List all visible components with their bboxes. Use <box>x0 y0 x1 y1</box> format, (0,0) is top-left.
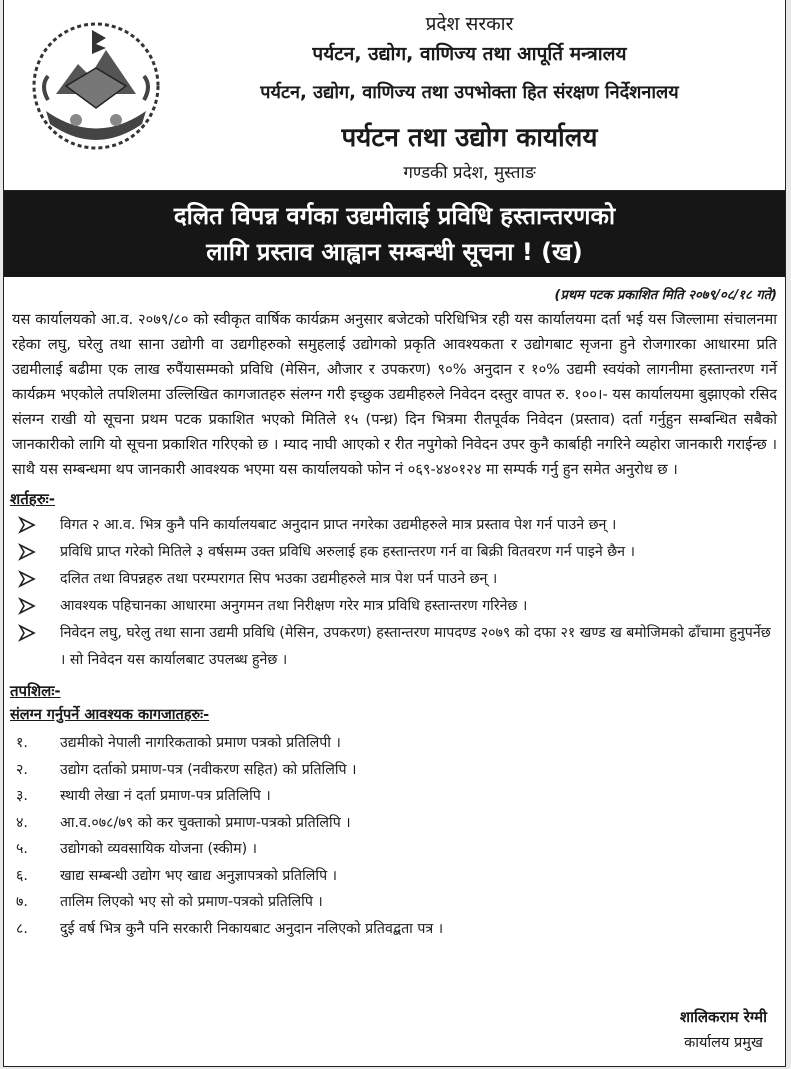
conditions-heading: शर्तहरुः- <box>10 490 55 508</box>
conditions-list <box>4 512 785 674</box>
signature-block <box>680 1004 767 1056</box>
details-heading: तपशिलः- <box>10 682 61 700</box>
document-text: स्थायी लेखा नं दर्ता प्रमाण-पत्र प्रतिलिपि । <box>60 788 271 804</box>
arrow-bullet-icon <box>18 597 36 615</box>
condition-text: दलित तथा विपन्नहरु तथा परम्परागत सिप भउका उद्यमीहरुले मात्र पेश पर्न पाउने छन् । <box>60 571 498 587</box>
condition-text: आवश्यक पहिचानका आधारमा अनुगमन तथा निरीक्षण गरेर मात्र प्रविधि हस्तान्तरण गरिनेछ । <box>60 598 528 614</box>
list-item <box>4 810 785 837</box>
list-item <box>4 889 785 916</box>
document-text: तालिम लिएको भए सो को प्रमाण-पत्रको प्रतिलिपि । <box>60 894 323 910</box>
list-item <box>4 620 785 674</box>
arrow-bullet-icon <box>18 516 36 534</box>
document-text: आ.व.०७८/७९ को कर चुक्ताको प्रमाण-पत्रको प्रतिलिपि । <box>60 814 351 831</box>
item-number: ७. <box>16 894 28 910</box>
banner-line-1: दलित विपन्न वर्गका उद्यमीलाई प्रविधि हस्तान्तरणको <box>173 202 616 230</box>
arrow-bullet-icon <box>18 570 36 588</box>
list-item <box>4 593 785 620</box>
documents-subheading: संलग्न गर्नुपर्ने आवश्यक कागजातहरुः- <box>10 707 210 723</box>
condition-text: प्रविधि प्राप्त गरेको मितिले ३ वर्षसम्म उक्त प्रविधि अरुलाई हक हस्तान्तरण गर्न वा बिक्री वितवरण गर्न पाइने छैन । <box>60 544 635 560</box>
list-item <box>4 512 785 539</box>
list-item <box>4 863 785 890</box>
arrow-bullet-icon <box>18 624 36 642</box>
documents-list <box>4 730 785 942</box>
signatory-title: कार्यालय प्रमुख <box>684 1035 763 1051</box>
item-number: १. <box>16 735 28 751</box>
item-number: ५. <box>16 841 28 857</box>
item-number: ३. <box>16 788 28 804</box>
arrow-bullet-icon <box>18 543 36 561</box>
condition-text: विगत २ आ.व. भित्र कुनै पनि कार्यालयबाट अनुदान प्राप्त नगरेका उद्यमीहरुले मात्र प्रस्ताव पेश गर्न पाउने छन् । <box>60 517 617 533</box>
publication-date: (प्रथम पटक प्रकाशित मिति २०७९/०८/१८ गते) <box>554 288 777 303</box>
list-item <box>4 916 785 943</box>
document-text: उद्यमीको नेपाली नागरिकताको प्रमाण पत्रको प्रतिलिपी । <box>60 735 341 751</box>
notice-page <box>3 0 786 1067</box>
list-item <box>4 757 785 784</box>
header-office: पर्यटन तथा उद्योग कार्यालय <box>341 123 598 153</box>
list-item <box>4 566 785 593</box>
document-text: उद्योगको व्यवसायिक योजना (स्कीम) । <box>60 841 258 857</box>
nepal-emblem-icon <box>26 16 166 156</box>
document-text: दुई वर्ष भित्र कुनै पनि सरकारी निकायबाट अनुदान नलिएको प्रतिवद्बता पत्र । <box>60 920 444 937</box>
item-number: ८. <box>16 920 28 937</box>
condition-text: निवेदन लघु, घरेलु तथा साना उद्यमी प्रविधि (मेसिन, उपकरण) हस्तान्तरण मापदण्ड २०७९ को दफा २१ खण्ड ख बमोजिमको ढाँचामा हुनुपर्नेछ । सो निवेदन यस कार्यालबाट उपलब्ध हुनेछ । <box>60 625 771 668</box>
item-number: ४. <box>16 814 28 831</box>
notice-body: यस कार्यालयको आ.व. २०७९/८० को स्वीकृत वार्षिक कार्यक्रम अनुसार बजेटको परिधिभित्र रही यस कार्यालयमा दर्ता भई यस जिल्लामा संचालनमा रहेका लघु, घरेलु तथा साना उद्योगी वा उद्यगीहरुको समुहलाई उद्योगको प्रकृति आवश्यकता र उद्योगबाट सृजना हुने रोजगारका आधारमा प्रति उद्यमीलाई बढीमा एक लाख रुपैंयासम्मको प्रविधि (मेसिन, औजार र उपकरण) ९०% अनुदान र १०% उद्यमी स्वयंको लागनीमा हस्तान्तरण गर्ने कार्यक्रम भएकोले तपशिलमा उल्लिखित कागजातहरु संलग्न गरी इच्छुक उद्यमीहरुले निवेदन दस्तुर वापत रु. १००।- यस कार्यालयमा बुझाएको रसिद संलग्न राखी यो सूचना प्रथम पटक प्रकाशित भएको मितिले १५ (पन्ध्र) दिन भित्रमा रीतपूर्वक निवेदन (प्रस्ताव) दर्ता गर्नुहुन सम्बन्धित सबैको जानकारीको लागि यो सूचना प्रकाशित गरिएको छ । म्याद नाघी आएको र रीत नपुगेको निवेदन उपर कुनै कार्बाही नगरिने व्यहोरा जानकारी गराईन्छ । साथै यस सम्बन्धमा थप जानकारी आवश्यक भएमा यस कार्यालयको फोन नं ०६९-४४०१२४ मा सम्पर्क गर्नु हुन समेत अनुरोध छ । <box>12 311 777 478</box>
document-text: खाद्य सम्बन्धी उद्योग भए खाद्य अनुज्ञापत्रको प्रतिलिपि । <box>60 867 338 884</box>
list-item <box>4 539 785 566</box>
notice-title-banner <box>4 191 785 277</box>
header-ministry: पर्यटन, उद्योग, वाणिज्य तथा आपूर्ति मन्त्रालय <box>312 43 627 65</box>
item-number: २. <box>16 761 28 778</box>
list-item <box>4 836 785 863</box>
list-item <box>4 783 785 810</box>
header-location: गण्डकी प्रदेश, मुस्ताङ <box>403 163 536 183</box>
list-item <box>4 730 785 757</box>
signatory-name: शालिकराम रेग्मी <box>679 1008 767 1026</box>
header-directorate: पर्यटन, उद्योग, वाणिज्य तथा उपभोक्ता हित संरक्षण निर्देशनालय <box>260 82 679 103</box>
document-text: उद्योग दर्ताको प्रमाण-पत्र (नवीकरण सहित) को प्रतिलिपि । <box>60 761 357 778</box>
item-number: ६. <box>16 867 28 884</box>
letterhead <box>4 0 785 191</box>
header-province: प्रदेश सरकार <box>425 13 514 35</box>
banner-line-2: लागि प्रस्ताव आह्वान सम्बन्धी सूचना ! (ख) <box>206 238 583 266</box>
